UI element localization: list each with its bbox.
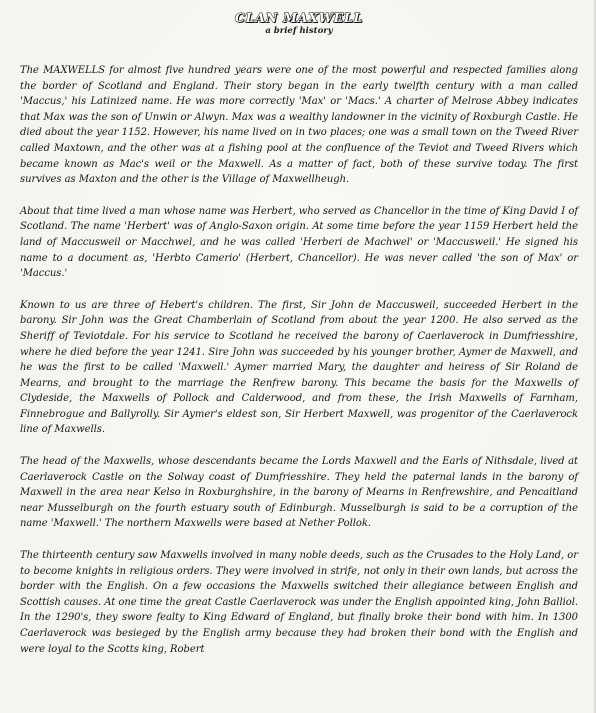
paragraph-1: The MAXWELLS for almost five hundred years were one of the most powerful and respected families along the border of Scotland and England. Their story began in the early twelfth century with a man called 'Maccus,' his Latinized name. He was more correctly 'Max' or 'Macs.' A charter of Melrose Abbey indicates that Max was the son of Unwin or Alwyn. Max was a wealthy landowner in the vicinity of Roxburgh Castle. He died about the year 1152. However, his name lived on in two places; one was a small town on the Tweed River called Maxtown, and the other was at a fishing pool at the confluence of the Teviot and Tweed Rivers which became known as Mac's weil or the Maxwell. As a matter of fact, both of these survive today. The first survives as Maxton and the other is the Village of Maxwellheugh.	[20, 65, 578, 186]
paragraph-2: About that time lived a man whose name was Herbert, who served as Chancellor in the time of King David I of Scotland. The name 'Herbert' was of Anglo-Saxon origin. At some time before the year 1159 Herbert held the land of Maccusweil or Macchwel, and he was called 'Herberi de Machwel' or 'Maccusweil.' He signed his name to a document as, 'Herbto Camerio' (Herbert, Chancellor). He was never called 'the son of Max' or 'Maccus.'	[20, 205, 578, 280]
document-subtitle: a brief history	[265, 26, 333, 36]
document-title: CLAN MAXWELL	[234, 10, 364, 25]
paragraph-3: Known to us are three of Hebert's children. The first, Sir John de Maccusweil, succeeded Herbert in the barony. Sir John was the Great Chamberlain of Scotland from about the year 1200. He also served as the Sheriff of Teviotdale. For his service to Scotland he received the barony of Caerlaverock in Dumfriesshire, where he died before the year 1241. Sire John was succeeded by his younger brother, Aymer de Maxwell, and he was the first to be called 'Maxwell.' Aymer married Mary, the daughter and heiress of Sir Roland de Mearns, and brought to the marriage the Renfrew barony. This became the basis for the Maxwells of Clydeside, the Maxwells of Pollock and Calderwood, and from these, the Irish Maxwells of Farnham, Finnebrogue and Ballyrolly. Sir Aymer's eldest son, Sir Herbert Maxwell, was progenitor of the Caerlaverock line of Maxwells.	[20, 299, 578, 436]
paragraph-5: The thirteenth century saw Maxwells involved in many noble deeds, such as the Crusades to the Holy Land, or to become knights in religious orders. They were involved in strife, not only in their own lands, but across the border with the English. On a few occasions the Maxwells switched their allegiance between English and Scottish causes. At one time the great Castle Caerlaverock was under the English appointed king, John Balliol. In the 1290's, they swore fealty to King Edward of England, but finally broke their bond with him. In 1300 Caerlaverock was besieged by the English army because they had broken their bond with the English and were loyal to the Scotts king, Robert	[20, 550, 578, 655]
paragraph-4: The head of the Maxwells, whose descendants became the Lords Maxwell and the Earls of Nithsdale, lived at Caerlaverock Castle on the Solway coast of Dumfriesshire. They held the paternal lands in the barony of Maxwell in the area near Kelso in Roxburghshire, in the barony of Mearns in Renfrewshire, and Pencaitland near Musselburgh on the fourth estuary south of Edinburgh. Musselburgh is said to be a corruption of the name 'Maxwell.' The northern Maxwells were based at Nether Pollok.	[20, 456, 578, 530]
